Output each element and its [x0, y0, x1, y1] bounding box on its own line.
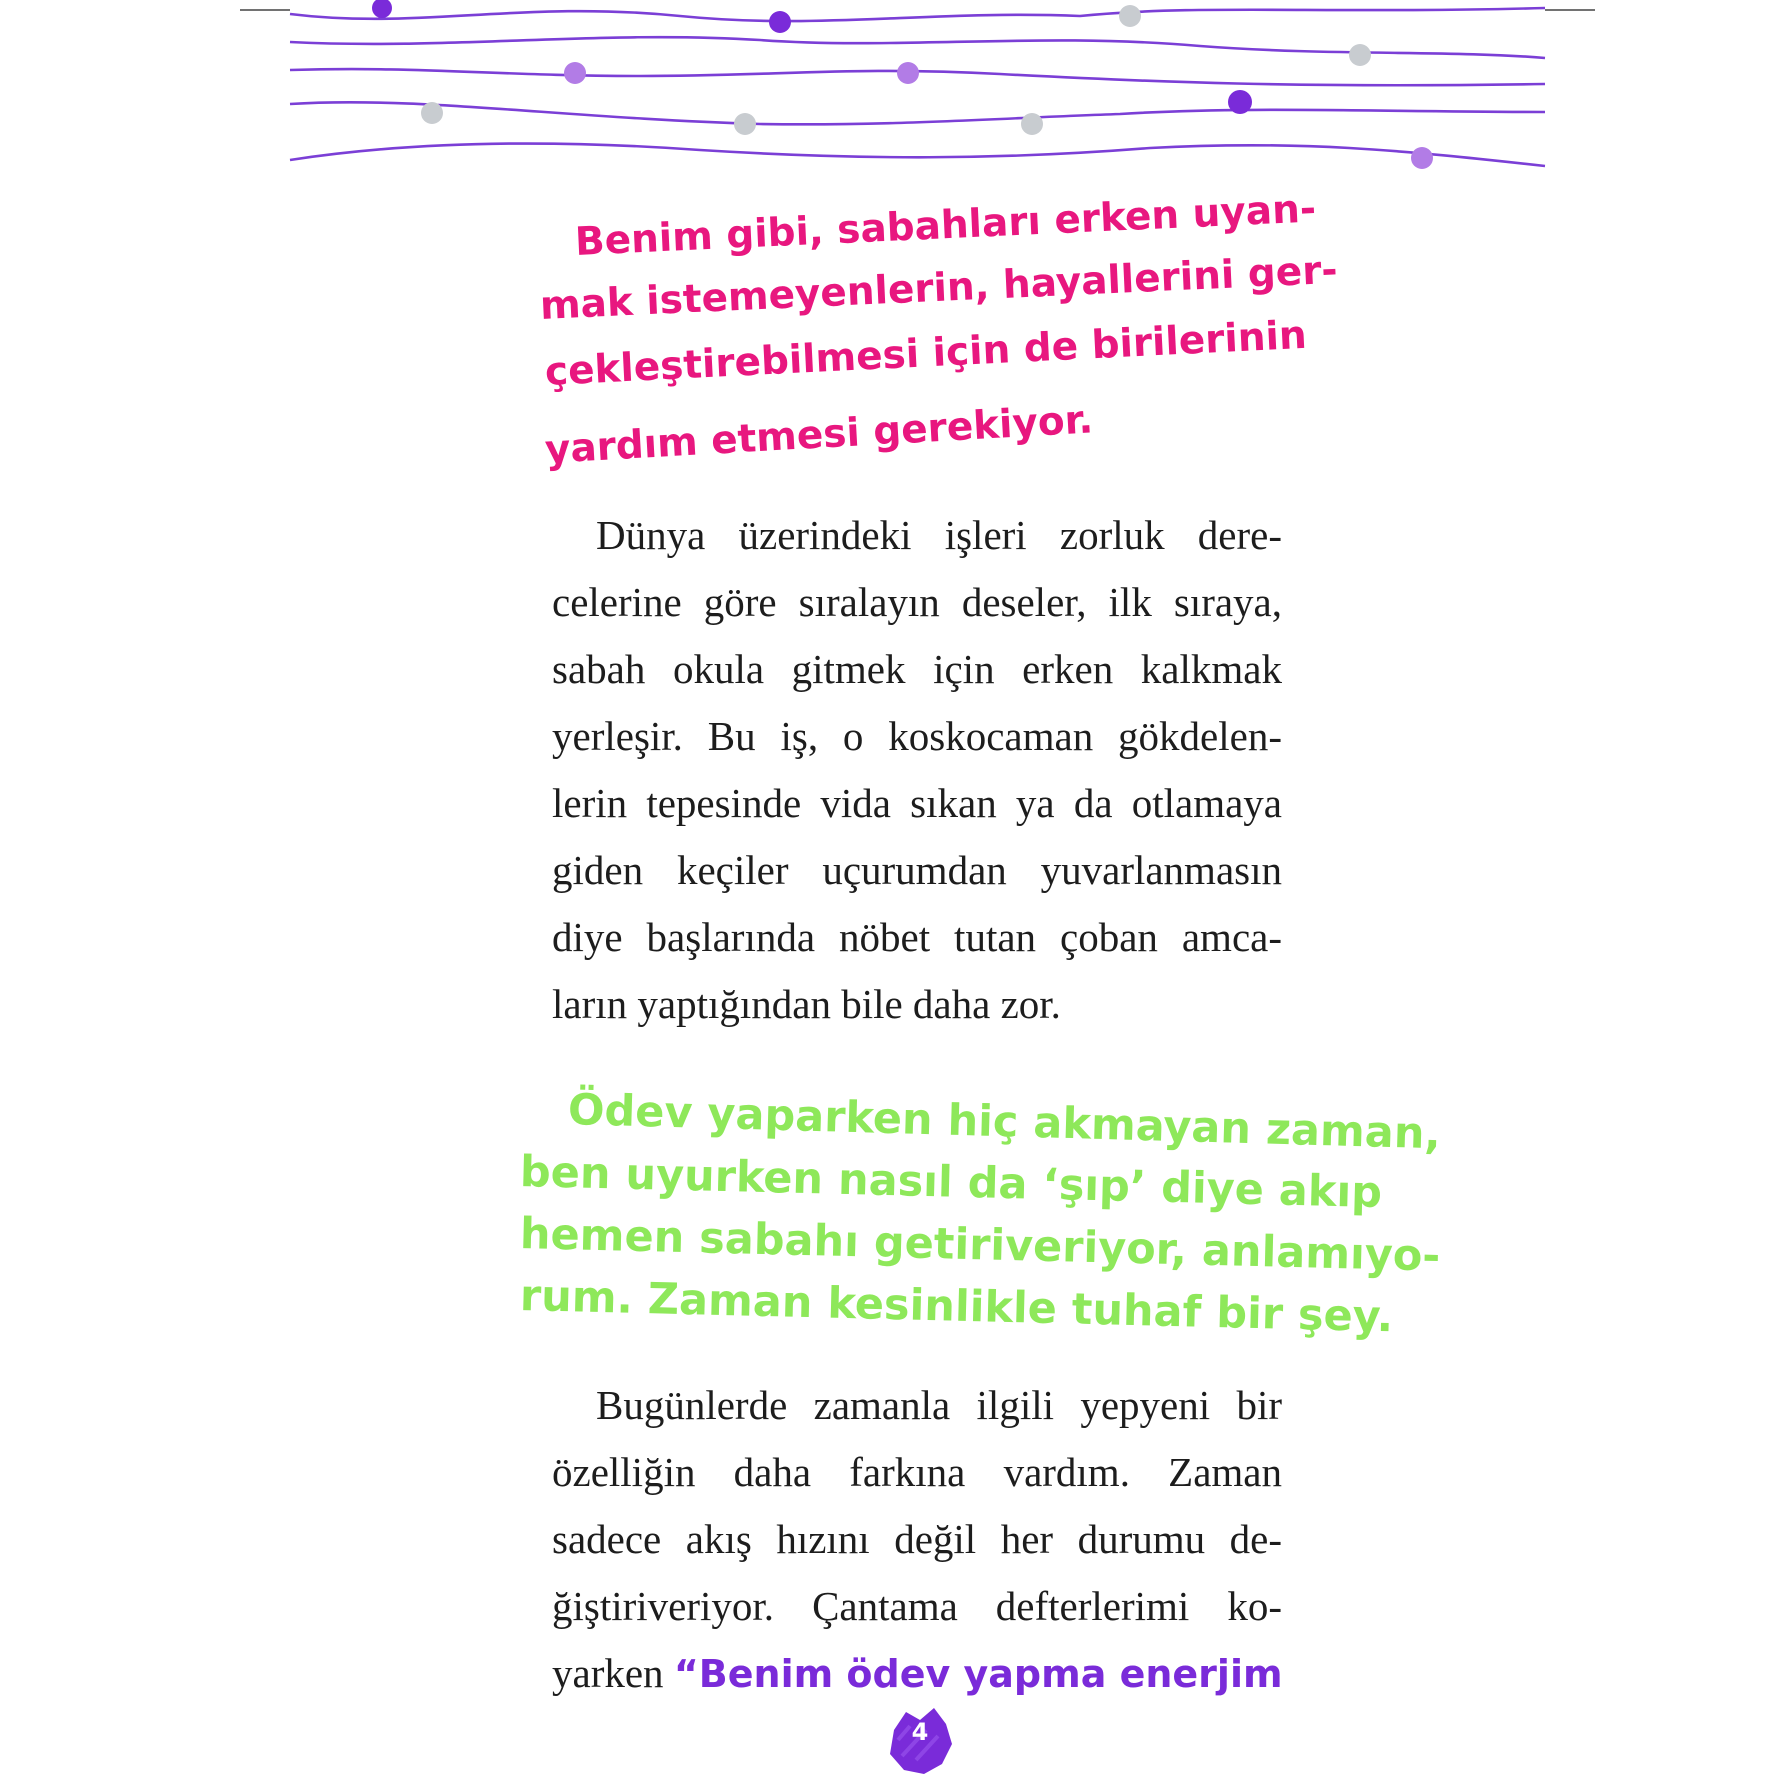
- paragraph-line: diye başlarında nöbet tutan çoban amca-: [552, 914, 1282, 960]
- pink-note-line: yardım etmesi gerekiyor.: [543, 397, 1095, 473]
- pink-note-line: Benim gibi, sabahları erken uyan-: [573, 186, 1317, 265]
- green-note-line: Ödev yaparken hiç akmayan zaman,: [567, 1085, 1442, 1160]
- green-note-line: ben uyurken nasıl da ‘şıp’ diye akıp: [519, 1147, 1383, 1219]
- paragraph-line: sabah okula gitmek için erken kalkmak: [552, 646, 1282, 692]
- pink-note-line: mak istemeyenlerin, hayallerini ger-: [538, 247, 1339, 329]
- pink-note-line: çekleştirebilmesi için de birilerinin: [543, 312, 1308, 395]
- green-note-line: hemen sabahı getiriveriyor, anlamıyo-: [519, 1209, 1441, 1282]
- body-paragraph-2: [552, 1372, 1282, 1707]
- page-number: 4: [911, 1718, 929, 1746]
- green-note-line: rum. Zaman kesinlikle tuhaf bir şey.: [519, 1271, 1394, 1343]
- paragraph-line-prefix: yarken: [552, 1650, 674, 1696]
- paragraph-line: Bugünlerde zamanla ilgili yepyeni bir: [596, 1382, 1282, 1428]
- paragraph-line: sadece akış hızını değil her durumu de-: [552, 1516, 1282, 1562]
- paragraph-line: ların yaptığından bile daha zor.: [552, 981, 1061, 1027]
- wavy-lines-decoration: [0, 0, 1788, 190]
- paragraph-line: Dünya üzerindeki işleri zorluk dere-: [596, 512, 1282, 558]
- purple-handwritten-quote: “Benim ödev yapma enerjim: [673, 1652, 1283, 1696]
- paragraph-line: giden keçiler uçurumdan yuvarlanmasın: [552, 847, 1282, 893]
- paragraph-line: celerine göre sıralayın deseler, ilk sıraya,: [552, 579, 1282, 625]
- paragraph-line: ğiştiriveriyor. Çantama defterlerimi ko-: [552, 1583, 1282, 1629]
- paragraph-line: lerin tepesinde vida sıkan ya da otlamaya: [552, 780, 1282, 826]
- paragraph-line-mixed: [552, 1640, 1282, 1707]
- paragraph-line: yerleşir. Bu iş, o koskocaman gökdelen-: [552, 713, 1282, 759]
- paragraph-line: özelliğin daha farkına vardım. Zaman: [552, 1449, 1282, 1495]
- body-paragraph-1: [552, 502, 1282, 1038]
